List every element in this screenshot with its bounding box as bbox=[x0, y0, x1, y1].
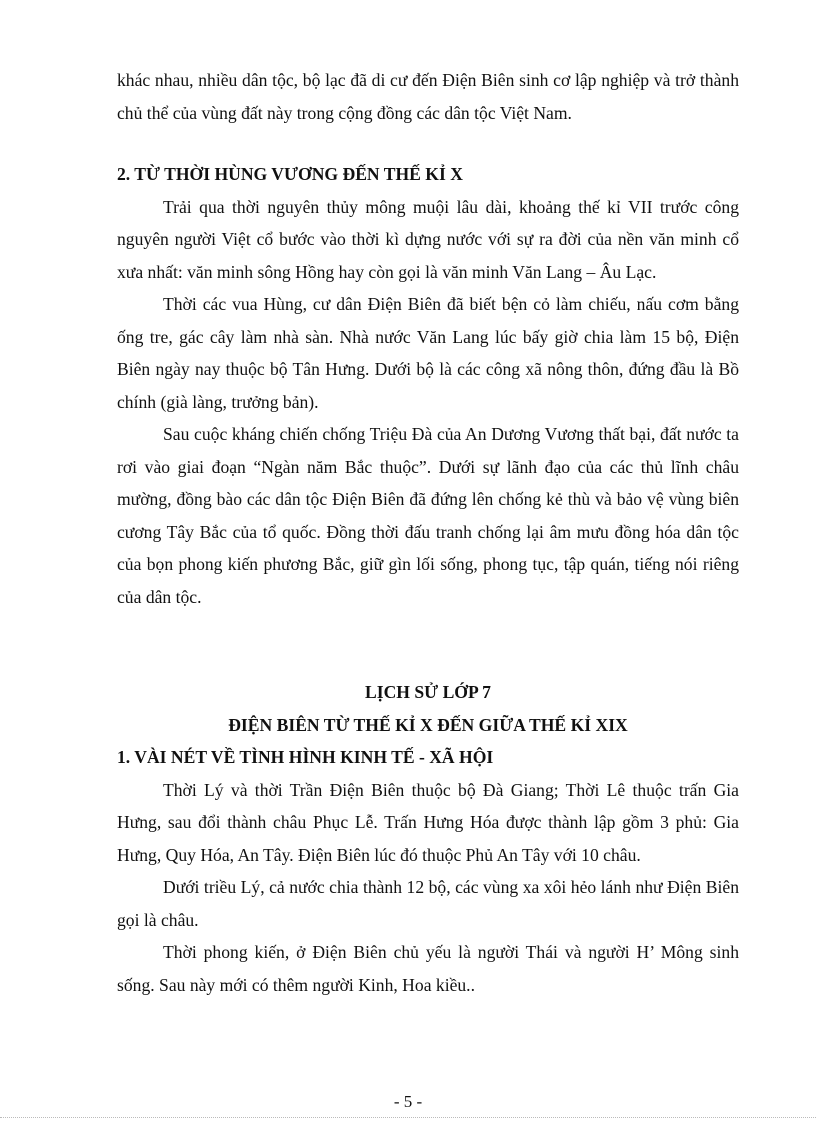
lesson-topic-title: ĐIỆN BIÊN TỪ THẾ KỈ X ĐẾN GIỮA THẾ KỈ XIX bbox=[228, 714, 628, 735]
page-number: - 5 - bbox=[393, 1092, 423, 1111]
lesson-paragraph: Thời phong kiến, ở Điện Biên chủ yếu là người Thái và người H’ Mông sinh sống. Sau này mới có thêm người Kinh, Hoa kiều.. bbox=[117, 942, 739, 995]
lesson-section-1-heading: 1. VÀI NÉT VỀ TÌNH HÌNH KINH TẾ - XÃ HỘI bbox=[117, 747, 494, 767]
section-2-paragraph: Sau cuộc kháng chiến chống Triệu Đà của An Dương Vương thất bại, đất nước ta rơi vào giai đoạn “Ngàn năm Bắc thuộc”. Dưới sự lãnh đạo của các thủ lĩnh châu mường, đồng bào các dân tộc Điện Biên đã đứng lên chống kẻ thù và bảo vệ vùng biên cương Tây Bắc của tổ quốc. Đồng thời đấu tranh chống lại âm mưu đồng hóa dân tộc của bọn phong kiến phương Bắc, giữ gìn lối sống, phong tục, tập quán, tiếng nói riêng của dân tộc. bbox=[117, 424, 739, 607]
lesson-paragraph: Thời Lý và thời Trần Điện Biên thuộc bộ Đà Giang; Thời Lê thuộc trấn Gia Hưng, sau đổi thành châu Phục Lễ. Trấn Hưng Hóa được thành lập gồm 3 phủ: Gia Hưng, Quy Hóa, An Tây. Điện Biên lúc đó thuộc Phủ An Tây với 10 châu. bbox=[117, 779, 739, 865]
lesson-paragraph: Dưới triều Lý, cả nước chia thành 12 bộ, các vùng xa xôi hẻo lánh như Điện Biên gọi là châu. bbox=[117, 877, 739, 930]
section-2-paragraph: Thời các vua Hùng, cư dân Điện Biên đã biết bện cỏ làm chiếu, nấu cơm bằng ống tre, gác cây làm nhà sàn. Nhà nước Văn Lang lúc bấy giờ chia làm 15 bộ, Điện Biên ngày nay thuộc bộ Tân Hưng. Dưới bộ là các công xã nông thôn, đứng đầu là Bồ chính (già làng, trưởng bản). bbox=[117, 294, 739, 412]
intro-block bbox=[117, 64, 739, 129]
footer-divider bbox=[0, 1117, 816, 1118]
section-2-heading: 2. TỪ THỜI HÙNG VƯƠNG ĐẾN THẾ KỈ X bbox=[117, 164, 463, 184]
section-2-paragraph: Trải qua thời nguyên thủy mông muội lâu dài, khoảng thế kỉ VII trước công nguyên người Việt cổ bước vào thời kì dựng nước với sự ra đời của nền văn minh cổ xưa nhất: văn minh sông Hồng hay còn gọi là văn minh Văn Lang – Âu Lạc. bbox=[117, 196, 739, 282]
lesson-grade-title: LỊCH SỬ LỚP 7 bbox=[365, 682, 491, 702]
section-2-block bbox=[117, 158, 739, 613]
lesson-block bbox=[117, 676, 739, 1001]
intro-paragraph: khác nhau, nhiều dân tộc, bộ lạc đã di cư đến Điện Biên sinh cơ lập nghiệp và trở thành chủ thể của vùng đất này trong cộng đồng các dân tộc Việt Nam. bbox=[117, 70, 739, 123]
